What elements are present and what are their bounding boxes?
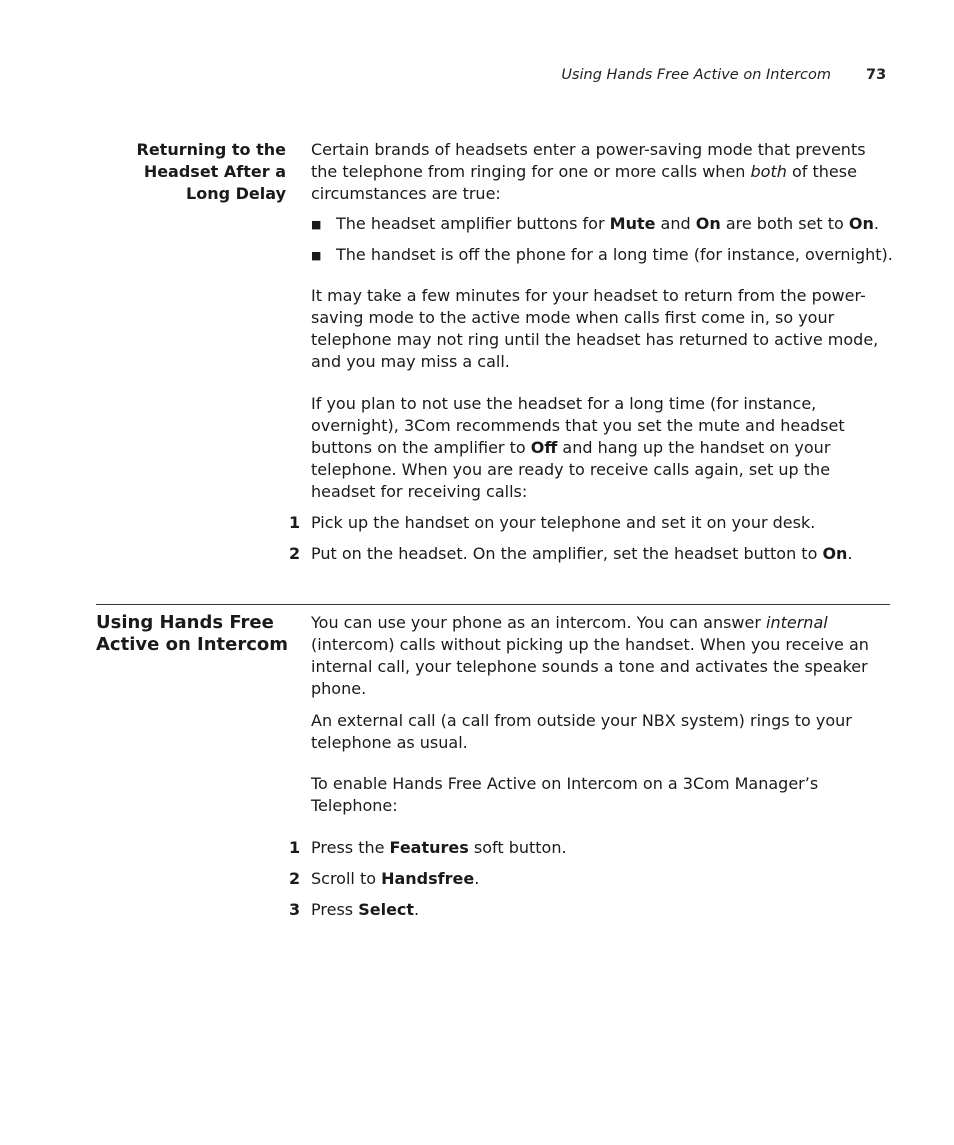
step-number: 2: [289, 869, 301, 888]
text-run: The headset amplifier buttons for: [336, 214, 610, 233]
step-number: 1: [289, 838, 301, 857]
bold-text: On: [848, 214, 874, 233]
emphasis-text: both: [750, 162, 787, 181]
text-run: Scroll to: [311, 869, 382, 888]
bold-text: Handsfree: [381, 869, 475, 888]
step-item: [289, 868, 889, 890]
text-run: and hang up the handset on your telephone. When you are ready to receive calls again, set up the headset for receiving calls:: [311, 438, 831, 501]
heading-line: Active on Intercom: [96, 634, 289, 655]
step-text: Pick up the handset on your telephone and set it on your desk.: [311, 513, 816, 532]
text-run: .: [847, 544, 853, 563]
text-run: .: [873, 214, 880, 233]
text-run: Put on the headset. On the amplifier, set the headset button to: [311, 544, 823, 563]
heading-line: Long Delay: [186, 184, 286, 203]
text-run: soft button.: [468, 838, 567, 857]
text-run: If you plan to not use the headset for a long time (for instance, overnight), 3Com recommends that you set the mute and headset buttons on the amplifier to: [311, 394, 845, 457]
bullet-item: [311, 244, 901, 267]
text-run: .: [474, 869, 480, 888]
step-number: 2: [289, 544, 301, 563]
bold-text: Mute: [609, 214, 656, 233]
text-run: .: [414, 900, 420, 919]
bold-text: On: [695, 214, 721, 233]
heading-line: Headset After a: [143, 162, 286, 181]
paragraph-intercom: [311, 612, 891, 700]
text-run: Press: [311, 900, 359, 919]
section-heading-returning-headset: [96, 139, 286, 205]
text-run: Certain brands of headsets enter a power-saving mode that prevents the telephone from ringing for one or more calls when: [311, 140, 866, 181]
text-run: You can use your phone as an intercom. You can answer: [311, 613, 767, 632]
bold-text: Features: [389, 838, 469, 857]
emphasis-text: internal: [766, 613, 828, 632]
bold-text: Select: [358, 900, 415, 919]
bold-text: On: [822, 544, 848, 563]
heading-line: Returning to the: [136, 140, 286, 159]
bullet-icon: ■: [311, 249, 322, 262]
intro-paragraph: [311, 139, 891, 205]
step-number: 3: [289, 900, 301, 919]
text-run: are both set to: [720, 214, 849, 233]
section-divider: [96, 604, 890, 605]
running-header-title: Using Hands Free Active on Intercom: [561, 67, 831, 83]
step-item: [289, 512, 889, 534]
paragraph-power-saving: It may take a few minutes for your headset to return from the power-saving mode to the active mode when calls first come in, so your telephone may not ring until the headset has returned to active mode, and you may miss a call.: [311, 286, 879, 371]
heading-line: Using Hands Free: [96, 612, 274, 633]
page-number: 73: [866, 67, 887, 83]
paragraph-external-call: An external call (a call from outside your NBX system) rings to your telephone as usual.: [311, 711, 852, 752]
bold-text: Off: [530, 438, 558, 457]
paragraph-enable: To enable Hands Free Active on Intercom on a 3Com Manager’s Telephone:: [311, 774, 819, 815]
text-run: of these circumstances are true:: [311, 162, 857, 203]
bullet-icon: ■: [311, 218, 322, 231]
text-run: (intercom) calls without picking up the handset. When you receive an internal call, your telephone sounds a tone and activates the speaker phone.: [311, 635, 869, 698]
bullet-item: [311, 213, 901, 236]
step-item: [289, 899, 889, 921]
step-number: 1: [289, 513, 301, 532]
section-heading-hands-free: [96, 612, 296, 656]
step-item: [289, 837, 889, 859]
text-run: and: [655, 214, 696, 233]
text-run: The handset is off the phone for a long time (for instance, overnight).: [336, 245, 893, 264]
step-item: [289, 543, 889, 565]
text-run: Press the: [311, 838, 390, 857]
paragraph-long-time: [311, 393, 891, 503]
